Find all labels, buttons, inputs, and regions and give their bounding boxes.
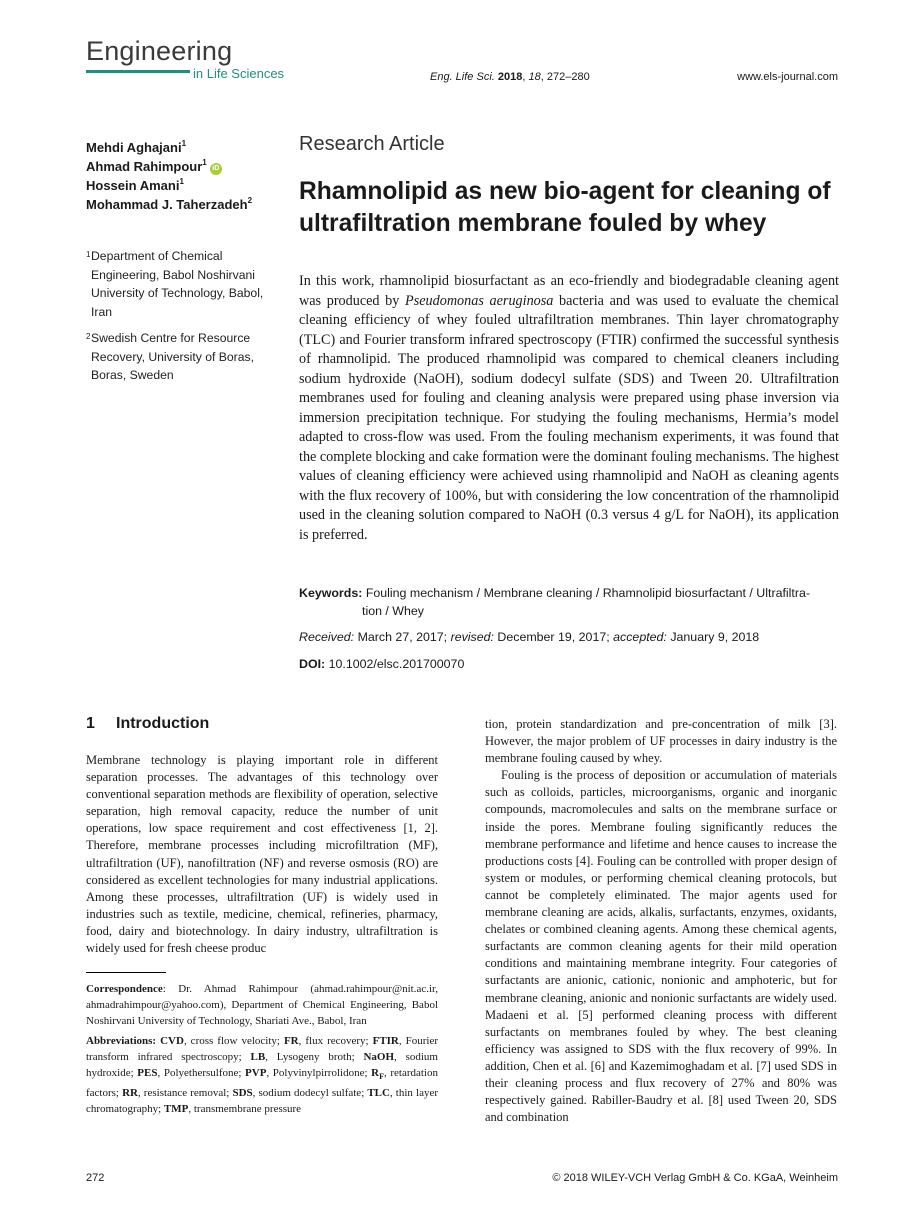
page-number: 272: [86, 1172, 105, 1184]
abbreviation-term: $R_F$: [371, 1067, 384, 1082]
affiliation: 2 Swedish Centre for Resource Recovery, University of Boras, Boras, Sweden: [86, 331, 255, 382]
affiliation: 1 Department of Chemical Engineering, Babol Noshirvani University of Technology, Babol, Iran: [86, 249, 264, 319]
abbreviations-note: Abbreviations: CVD, cross flow velocity; FR, flux recovery; FTIR, Fourier transform infrared spectroscopy; LB, Lysogeny broth; NaOH, sodium hydroxide; PES, Polyethersulfone; PVP, Polyvinylpirrolidone; $R_F$, retardation factors; RR, resistance removal; SDS, sodium dodecyl sulfate; TLC, thin layer chromatography; TMP, transmembrane pressure: [86, 1035, 439, 1116]
doi: DOI: 10.1002/elsc.201700070: [299, 657, 465, 671]
abbreviation-definition: , Polyethersulfone;: [157, 1067, 246, 1079]
author: Ahmad Rahimpour$^1$iD: [86, 157, 252, 176]
abbreviation-term: TMP: [163, 1103, 189, 1116]
abbreviation-definition: , transmembrane pressure: [188, 1103, 302, 1116]
abbreviation-term: PVP: [245, 1067, 267, 1079]
abbreviation-definition: , flux recovery;: [298, 1035, 373, 1047]
abstract: In this work, rhamnolipid biosurfactant as an eco-friendly and biodegradable cleaning agent was produced by Pseudomonas aeruginosa bacteria and was used to evaluate the chemical cleaning efficiency of whey fouled ultrafiltration membranes. Thin layer chromatography (TLC) and Fourier transform infrared spectroscopy (FTIR) confirmed the successful synthesis of rhamnolipid. The produced rhamnolipid was compared to chemical cleaners including sodium hydroxide (NaOH), sodium dodecyl sulfate (SDS) and Tween 20. Ultrafiltration membranes used for fouling and cleaning analysis were prepared using phase inversion via immersion precipitation technique. For studying the fouling mechanisms, Hermia’s model adapted to cross-flow was used. From the fouling mechanism experiments, it was found that the complete blocking and cake formation were the dominant fouling mechanisms. The highest values of cleaning efficiency were achieved using rhamnolipid and NaOH as cleaning agents with the flux recovery of 100%, but with considering the low concentration of the rhamnolipid used in the cleaning solution compared to NaOH (0.3 versus 4 g/L for NaOH), its application is preferred.: [299, 273, 839, 543]
body-column-right: [485, 716, 837, 1126]
article-title: Rhamnolipid as new bio-agent for cleaning of ultrafiltration membrane fouled by whey: [299, 178, 831, 237]
body-paragraph: Membrane technology is playing important role in different separation processes. The advantages of this technology over conventional separation methods are flexibility of operation, selective separation, high removal capacity, reduce the number of unit operations, low space requirement and cost effectiveness [1, 2]. Therefore, membrane processes including microfiltration (MF), ultrafiltration (UF), nanofiltration (NF) and reverse osmosis (RO) are considered as excellent technologies for many industrial applications. Among these processes, ultrafiltration (UF) is widely used in industries such as textile, medicine, chemical, refineries, pharmacy, food, dairy and biotechnology. In dairy industry, ultrafiltration is widely used for fresh cheese produc: [86, 753, 438, 956]
journal-logo: Engineering: [86, 36, 233, 66]
abbreviation-definition: , sodium hydroxide;: [86, 1051, 438, 1079]
abbreviation-term: PES: [137, 1067, 158, 1079]
abbreviation-term: FR: [283, 1035, 299, 1047]
abbreviation-definition: , retardation factors;: [86, 1067, 438, 1100]
body-paragraph: Fouling is the process of deposition or accumulation of materials such as colloids, particles, microorganisms, organic and inorganic compounds, macromolecules and salts on the membrane surface or inside the pores. Membrane fouling significantly reduces the membrane performance and lifetime and hence causes to increase the productions costs [4]. Fouling can be controlled with proper design of system or modules, or performing chemical cleaning protocols, but cannot be completely eliminated. The major agents used for membrane cleaning are acids, alkalis, surfactants, enzymes, oxidants, chelates or combined cleaning agents. Among these chemical agents, surfactants are common cleaning agents for their mild operation conditions and maintaining membrane integrity. Four categories of surfactants are anionic, cationic, nonionic and amphoteric, but for membrane cleaning, anionic and nonionic surfactants are widely used. Madaeni et al. [5] performed cleaning process with different surfactants on membranes fouled by whey. The best cleaning efficiency was assigned to SDS with the flux recovery of 99%. In addition, Chen et al. [6] and Kazemimoghadam et al. [7] used SDS in their cleaning process and flux recovery of 27% and 80% was respectively gained. Rabiller-Baudry et al. [8] used Tween 20, SDS and combination: [485, 768, 837, 1125]
author: Mehdi Aghajani$^1$: [86, 139, 187, 155]
abbreviation-term: LB: [250, 1051, 266, 1063]
copyright: © 2018 WILEY-VCH Verlag GmbH & Co. KGaA, Weinheim: [552, 1172, 838, 1184]
citation-year: 2018: [497, 71, 523, 83]
abbreviation-definition: , Fourier transform infrared spectroscopy;: [86, 1035, 439, 1063]
citation: Eng. Life Sci. 2018, 18, 272–280: [430, 71, 590, 83]
abbreviation-definition: , cross flow velocity;: [183, 1035, 284, 1047]
orcid-icon[interactable]: iD: [210, 163, 222, 175]
citation-pages: 272–280: [546, 71, 590, 83]
abbreviation-definition: , resistance removal;: [137, 1087, 233, 1100]
journal-logo-subtitle: in Life Sciences: [193, 66, 285, 81]
abbreviation-definition: , Polyvinylpirrolidone;: [266, 1067, 372, 1079]
abbreviation-term: SDS: [232, 1087, 253, 1100]
section-heading: 1 Introduction: [86, 715, 210, 732]
footnotes: [86, 981, 438, 1121]
abbreviation-term: FTIR: [372, 1035, 399, 1047]
keywords: Keywords: Fouling mechanism / Membrane cleaning / Rhamnolipid biosurfactant / Ultrafiltra- tion / Whey: [299, 586, 811, 618]
abbreviation-definition: , thin layer chromatography;: [86, 1087, 438, 1116]
author: Hossein Amani$^1$: [86, 177, 184, 193]
journal-abbrev: Eng. Life Sci.: [430, 71, 495, 83]
author-list: [86, 138, 252, 214]
logo-underline: [86, 70, 190, 73]
abbreviation-term: RR: [122, 1087, 138, 1100]
article-type: Research Article: [299, 133, 445, 155]
body-column-left: [86, 752, 438, 957]
correspondence-note: Correspondence: Dr. Ahmad Rahimpour (ahmad.rahimpour@nit.ac.ir, ahmadrahimpour@yahoo.com), Department of Chemical Engineering, Babol Noshirvani University of Technology, Shariati Ave., Babol, Iran: [86, 983, 438, 1027]
abbreviation-term: NaOH: [363, 1051, 395, 1063]
body-paragraph-continued: tion, protein standardization and pre-concentration of milk [3]. However, the major problem of UF processes in dairy industry is the membrane fouling caused by whey.: [485, 717, 837, 766]
abbreviation-term: TLC: [367, 1087, 390, 1100]
journal-website[interactable]: www.els-journal.com: [737, 71, 838, 83]
abbreviation-definition: , sodium dodecyl sulfate;: [252, 1087, 368, 1100]
author: Mohammad J. Taherzadeh$^2$: [86, 196, 253, 212]
citation-volume: 18: [528, 71, 541, 83]
abbreviation-term: CVD: [160, 1035, 184, 1047]
doi-link[interactable]: 10.1002/elsc.201700070: [328, 657, 465, 671]
keywords-list: Fouling mechanism / Membrane cleaning / Rhamnolipid biosurfactant / Ultrafiltra-: [365, 586, 811, 600]
article-dates: Received: March 27, 2017; revised: December 19, 2017; accepted: January 9, 2018: [299, 630, 760, 644]
footnote-rule: [86, 972, 166, 973]
abbreviation-definition: , Lysogeny broth;: [265, 1051, 364, 1063]
